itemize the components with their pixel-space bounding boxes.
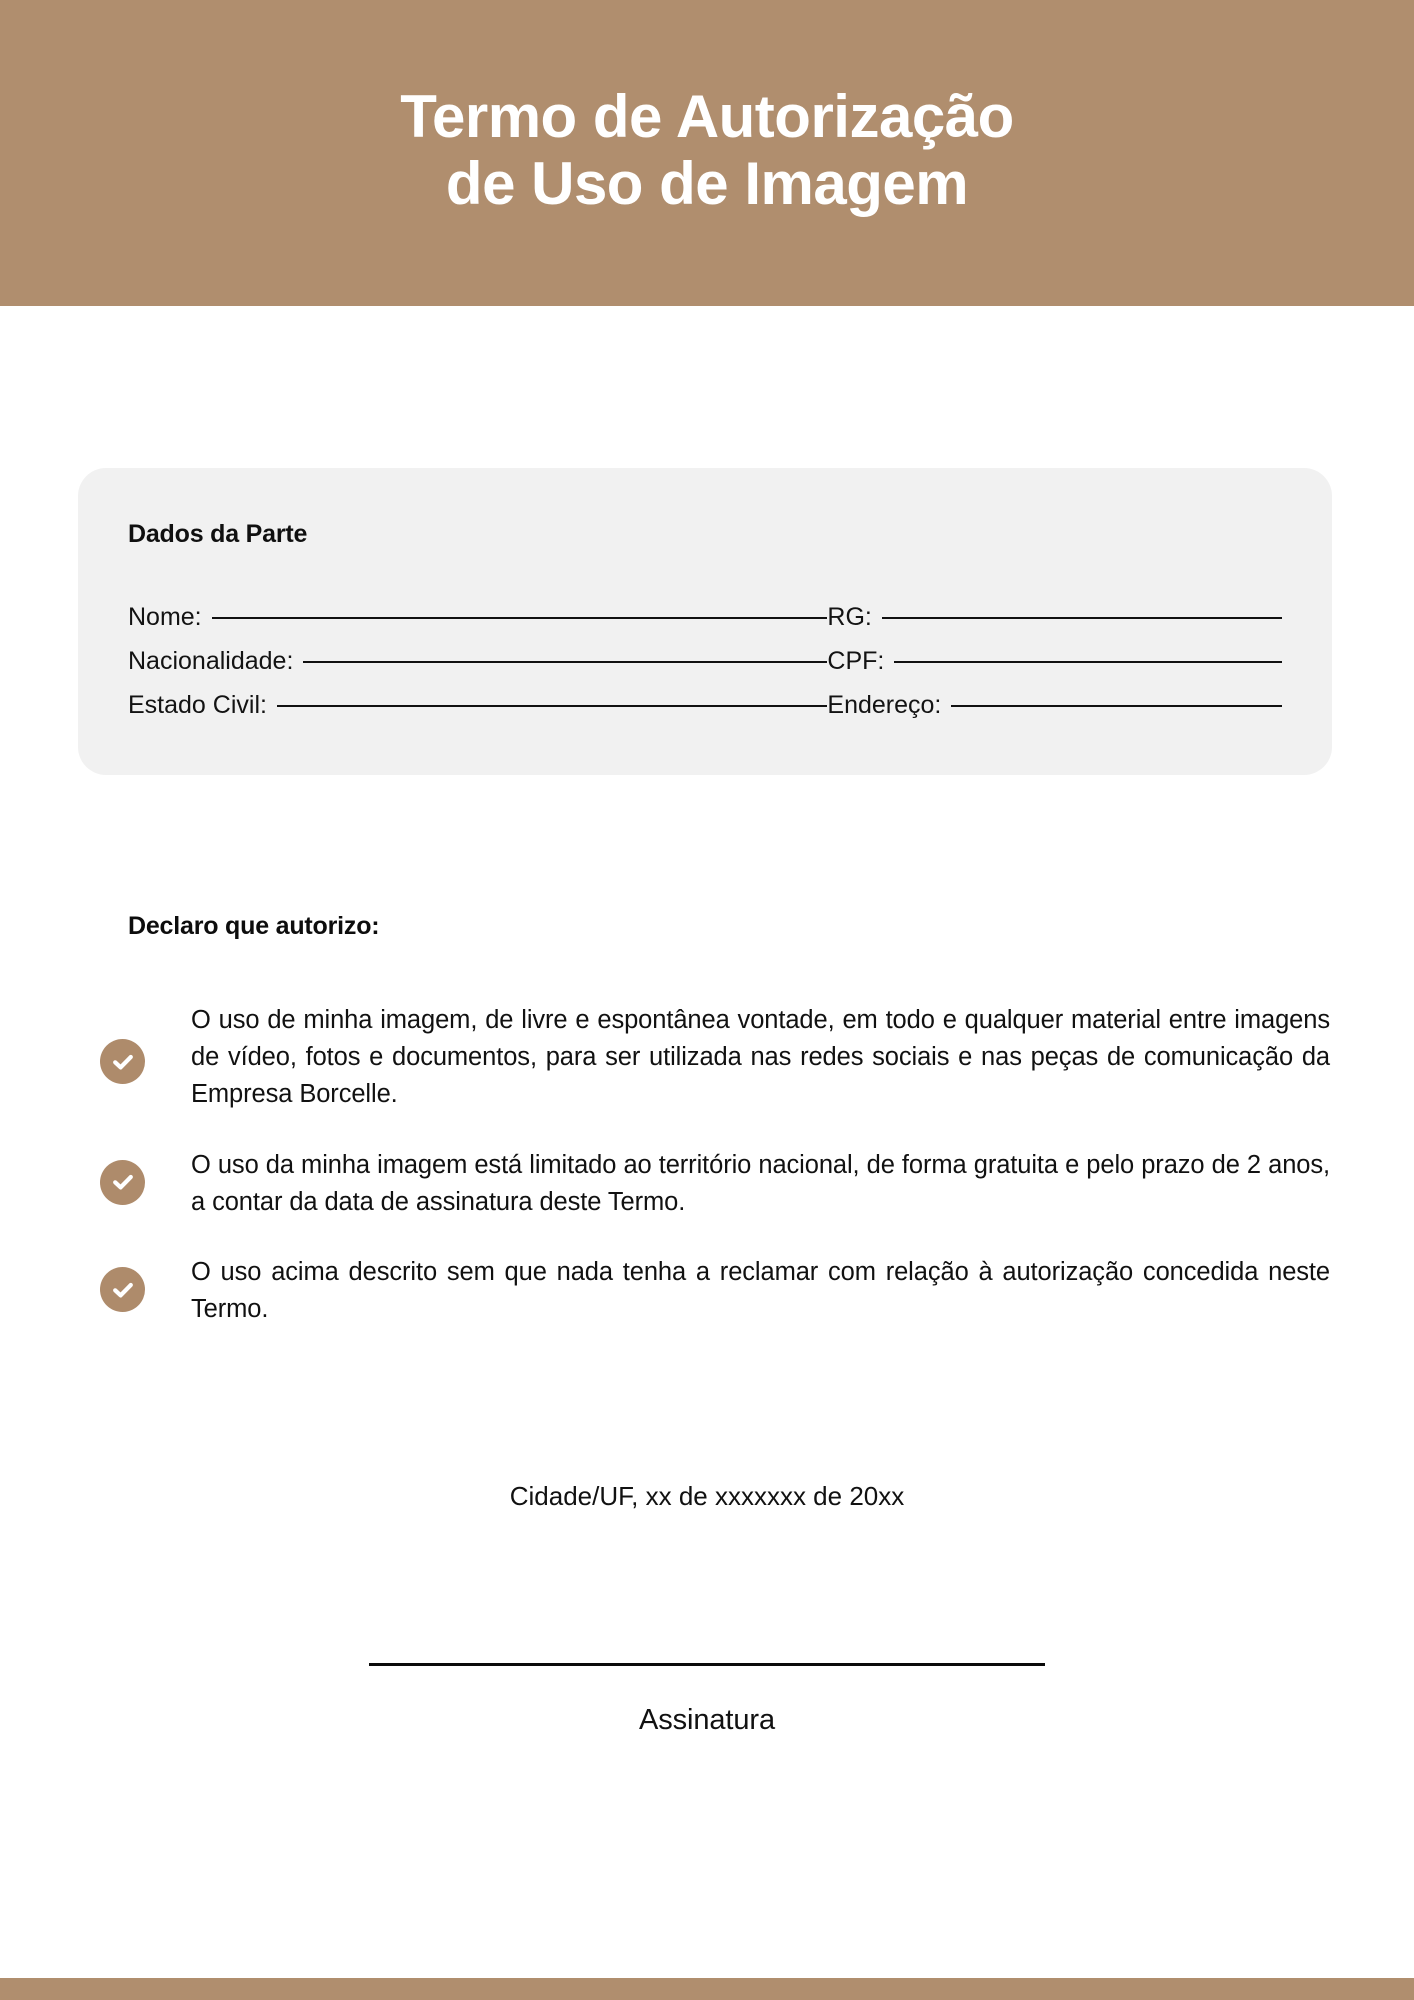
signature-line[interactable] [369, 1663, 1045, 1666]
list-item [100, 1254, 1330, 1328]
check-circle-icon [100, 1160, 145, 1205]
party-data-card [78, 468, 1332, 775]
clause-text: O uso da minha imagem está limitado ao território nacional, de forma gratuita e pelo prazo de 2 anos, a contar da data de assinatura deste Termo. [191, 1150, 1330, 1216]
signature-block [369, 1663, 1045, 1737]
document-header [0, 0, 1414, 306]
page-title-line-2: de Uso de Imagem [445, 150, 969, 217]
signature-label: Assinatura [638, 1704, 775, 1736]
clause-text: O uso de minha imagem, de livre e espontânea vontade, em todo e qualquer material entre imagens de vídeo, fotos e documentos, para ser utilizada nas redes sociais e nas peças de comunicação da Empresa Borcelle. [191, 1006, 1330, 1109]
check-circle-icon [100, 1267, 145, 1312]
party-fields-right-column [827, 603, 1282, 720]
check-circle-icon [100, 1039, 145, 1084]
party-data-heading: Dados da Parte [128, 520, 308, 548]
declaration-heading: Declaro que autorizo: [128, 912, 380, 940]
field-endereco-input-rule[interactable] [951, 705, 1282, 707]
declaration-clause-list [100, 1002, 1330, 1329]
field-nacionalidade-label: Nacionalidade: [128, 647, 294, 675]
field-endereco-label: Endereço: [827, 691, 942, 719]
party-fields-left-column [128, 603, 827, 720]
field-cpf-label: CPF: [827, 647, 885, 675]
field-nacionalidade-input-rule[interactable] [303, 661, 827, 663]
field-rg-label: RG: [827, 603, 872, 631]
field-nome-label: Nome: [128, 603, 202, 631]
field-cpf[interactable] [827, 647, 1282, 676]
date-line: Cidade/UF, xx de xxxxxxx de 20xx [509, 1481, 905, 1511]
field-estado-civil-label: Estado Civil: [128, 691, 267, 719]
field-rg-input-rule[interactable] [882, 617, 1282, 619]
field-endereco[interactable] [827, 691, 1282, 720]
field-nacionalidade[interactable] [128, 647, 827, 676]
field-rg[interactable] [827, 603, 1282, 632]
clause-text: O uso acima descrito sem que nada tenha a reclamar com relação à autorização concedida neste Termo. [191, 1258, 1330, 1324]
document-footer-band [0, 1978, 1414, 2000]
party-fields-grid [128, 603, 1282, 720]
field-estado-civil-input-rule[interactable] [277, 705, 827, 707]
field-cpf-input-rule[interactable] [894, 661, 1282, 663]
list-item [100, 1147, 1330, 1221]
field-nome[interactable] [128, 603, 827, 632]
page-title [400, 83, 1013, 223]
field-estado-civil[interactable] [128, 691, 827, 720]
page-title-line-1: Termo de Autorização [400, 82, 1014, 150]
list-item [100, 1002, 1330, 1114]
field-nome-input-rule[interactable] [212, 617, 828, 619]
